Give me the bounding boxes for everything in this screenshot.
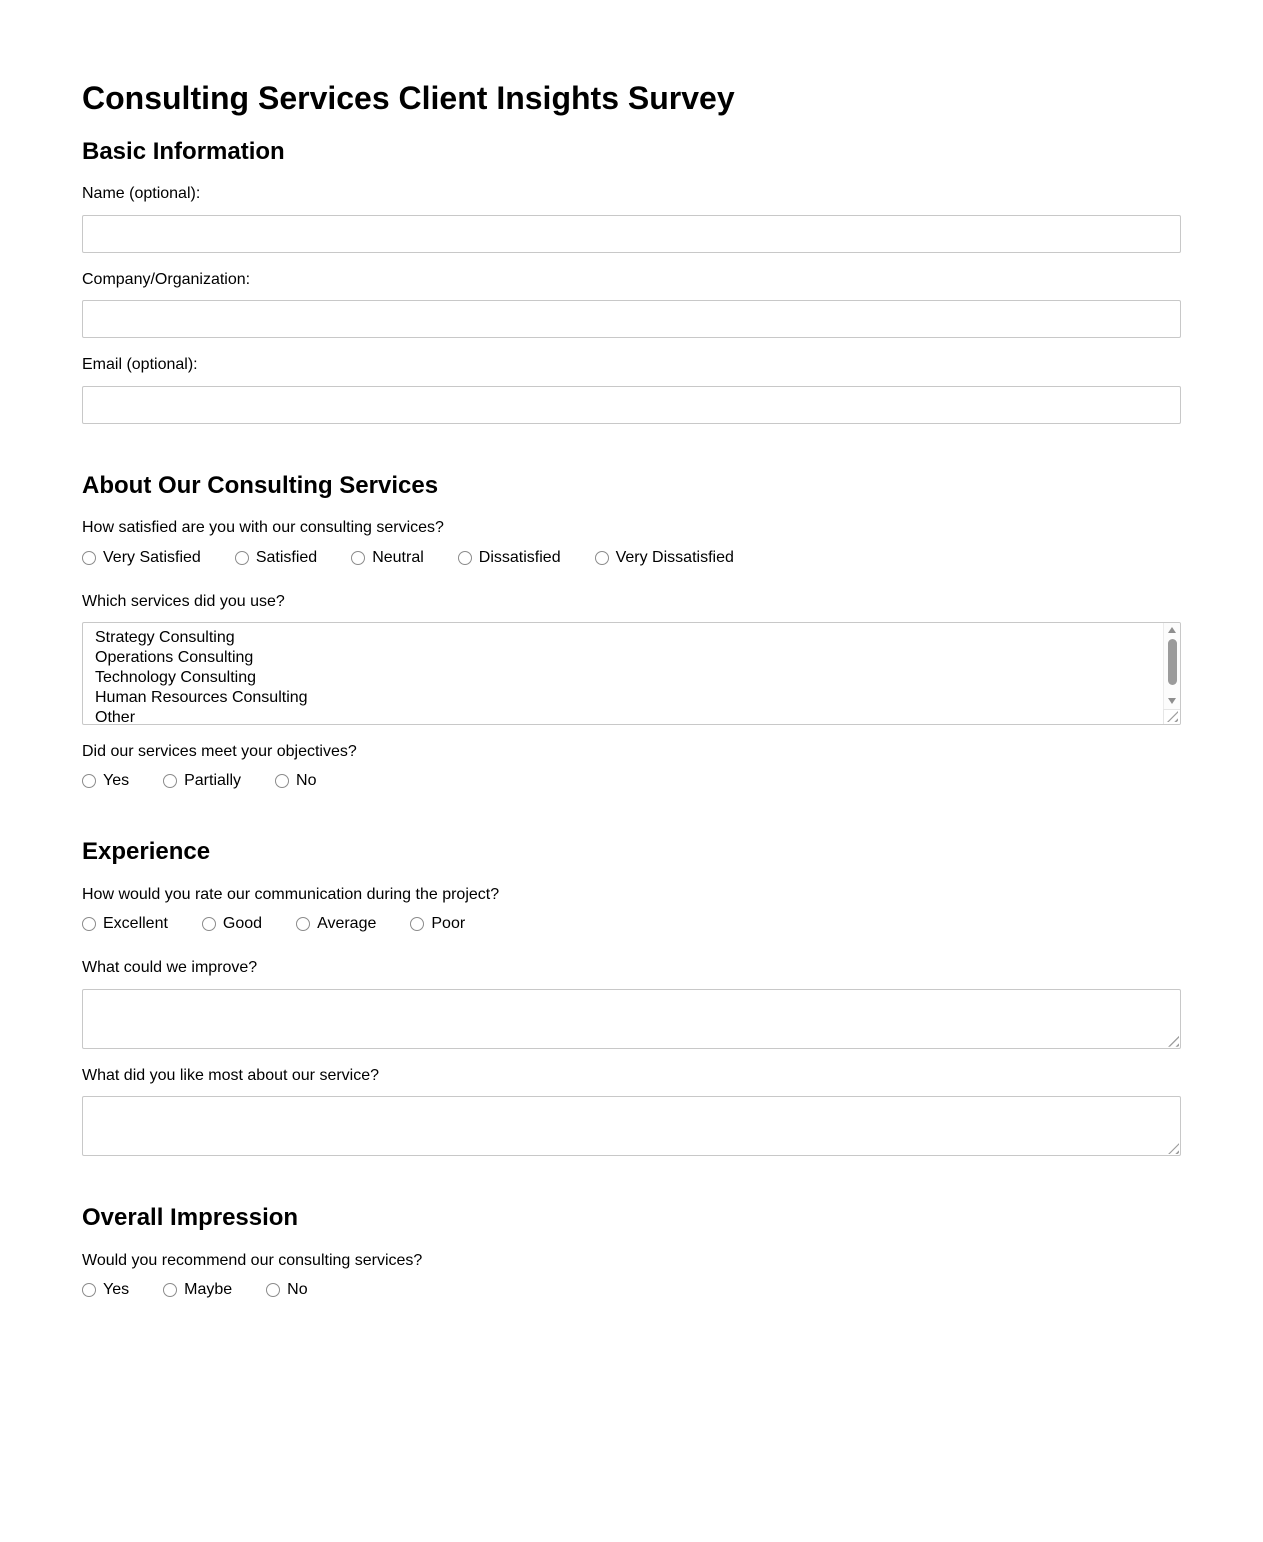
section-about-services (82, 472, 1181, 791)
company-form-group (82, 271, 1181, 338)
communication-radio-poor[interactable] (410, 917, 424, 931)
objectives-option-yes[interactable] (82, 772, 129, 790)
objectives-question (82, 743, 1181, 790)
basic-information-heading: Basic Information (82, 137, 285, 165)
recommend-option-label: Yes (103, 1281, 130, 1299)
listbox-resize-corner[interactable] (1163, 709, 1180, 724)
recommend-option-maybe[interactable] (163, 1281, 232, 1299)
communication-option-excellent[interactable] (82, 915, 168, 933)
liked-textarea-wrap (82, 1096, 1181, 1156)
objectives-option-no[interactable] (275, 772, 316, 790)
satisfaction-radio-satisfied[interactable] (235, 551, 249, 565)
satisfaction-option-label: Satisfied (255, 548, 318, 566)
satisfaction-question-label: How satisfied are you with our consulting services? (82, 519, 444, 537)
objectives-option-partially[interactable] (163, 772, 241, 790)
improve-textarea[interactable] (82, 989, 1181, 1049)
satisfaction-option-very-satisfied[interactable] (82, 549, 201, 567)
communication-option-average[interactable] (296, 915, 376, 933)
recommend-option-no[interactable] (266, 1281, 307, 1299)
liked-textarea[interactable] (82, 1096, 1181, 1156)
overall-impression-heading: Overall Impression (82, 1204, 299, 1232)
name-form-group (82, 185, 1181, 252)
listbox-option-strategy-consulting[interactable]: Strategy Consulting (95, 628, 235, 646)
scroll-down-arrow-icon (1168, 698, 1176, 704)
scroll-up-arrow-icon (1168, 627, 1176, 633)
recommend-question-label: Would you recommend our consulting services? (82, 1251, 423, 1269)
improve-question (82, 959, 1181, 1048)
listbox-option-other[interactable]: Other (95, 708, 136, 725)
satisfaction-option-very-dissatisfied[interactable] (595, 549, 734, 567)
recommend-radio-no[interactable] (266, 1283, 280, 1297)
liked-label: What did you like most about our service? (82, 1066, 380, 1084)
listbox-option-human-resources-consulting[interactable]: Human Resources Consulting (95, 688, 308, 706)
satisfaction-option-dissatisfied[interactable] (458, 549, 561, 567)
objectives-option-label: Partially (184, 772, 242, 790)
services-used-question-label: Which services did you use? (82, 592, 285, 610)
recommend-radio-group (82, 1281, 1181, 1299)
objectives-option-label: No (296, 772, 317, 790)
services-listbox[interactable] (82, 622, 1181, 725)
email-label: Email (optional): (82, 356, 198, 374)
listbox-option-technology-consulting[interactable]: Technology Consulting (95, 668, 256, 686)
satisfaction-option-label: Neutral (372, 548, 424, 566)
communication-option-label: Average (317, 915, 377, 933)
communication-option-label: Excellent (103, 915, 168, 933)
communication-question (82, 886, 1181, 933)
experience-heading: Experience (82, 838, 211, 866)
objectives-option-label: Yes (103, 772, 130, 790)
recommend-option-label: Maybe (184, 1281, 233, 1299)
satisfaction-option-label: Dissatisfied (478, 548, 561, 566)
scroll-down-button[interactable] (1164, 694, 1180, 709)
section-basic-information (82, 138, 1181, 424)
email-form-group (82, 356, 1181, 423)
objectives-radio-yes[interactable] (82, 774, 96, 788)
satisfaction-radio-group (82, 549, 1181, 567)
recommend-radio-yes[interactable] (82, 1283, 96, 1297)
communication-radio-group (82, 915, 1181, 933)
satisfaction-radio-neutral[interactable] (351, 551, 365, 565)
recommend-option-yes[interactable] (82, 1281, 129, 1299)
satisfaction-option-label: Very Satisfied (103, 548, 201, 566)
company-label: Company/Organization: (82, 270, 251, 288)
survey-form (82, 80, 1181, 1299)
communication-radio-good[interactable] (202, 917, 216, 931)
communication-option-poor[interactable] (410, 915, 465, 933)
services-listbox-options (83, 623, 1180, 725)
listbox-option-operations-consulting[interactable]: Operations Consulting (95, 648, 254, 666)
satisfaction-radio-very-dissatisfied[interactable] (595, 551, 609, 565)
recommend-radio-maybe[interactable] (163, 1283, 177, 1297)
liked-question (82, 1067, 1181, 1156)
communication-option-label: Poor (431, 915, 466, 933)
resize-grip-icon (1167, 711, 1178, 722)
section-experience (82, 838, 1181, 1156)
objectives-radio-group (82, 772, 1181, 790)
satisfaction-option-neutral[interactable] (351, 549, 424, 567)
page-title: Consulting Services Client Insights Survey (82, 80, 735, 116)
services-used-question (82, 593, 1181, 725)
name-input[interactable] (82, 215, 1181, 253)
improve-textarea-wrap (82, 989, 1181, 1049)
name-label: Name (optional): (82, 185, 201, 203)
communication-question-label: How would you rate our communication during the project? (82, 885, 500, 903)
communication-option-good[interactable] (202, 915, 262, 933)
company-input[interactable] (82, 300, 1181, 338)
communication-option-label: Good (222, 915, 263, 933)
about-services-heading: About Our Consulting Services (82, 471, 439, 499)
communication-radio-excellent[interactable] (82, 917, 96, 931)
listbox-scrollbar[interactable] (1163, 623, 1180, 709)
communication-radio-average[interactable] (296, 917, 310, 931)
satisfaction-radio-very-satisfied[interactable] (82, 551, 96, 565)
scroll-up-button[interactable] (1164, 623, 1180, 638)
satisfaction-option-satisfied[interactable] (235, 549, 317, 567)
objectives-question-label: Did our services meet your objectives? (82, 742, 357, 760)
email-input[interactable] (82, 386, 1181, 424)
satisfaction-question (82, 519, 1181, 566)
objectives-radio-partially[interactable] (163, 774, 177, 788)
section-overall-impression (82, 1204, 1181, 1299)
objectives-radio-no[interactable] (275, 774, 289, 788)
recommend-option-label: No (287, 1281, 308, 1299)
satisfaction-radio-dissatisfied[interactable] (458, 551, 472, 565)
satisfaction-option-label: Very Dissatisfied (615, 548, 734, 566)
scrollbar-thumb[interactable] (1168, 639, 1177, 685)
recommend-question (82, 1252, 1181, 1299)
improve-label: What could we improve? (82, 959, 258, 977)
